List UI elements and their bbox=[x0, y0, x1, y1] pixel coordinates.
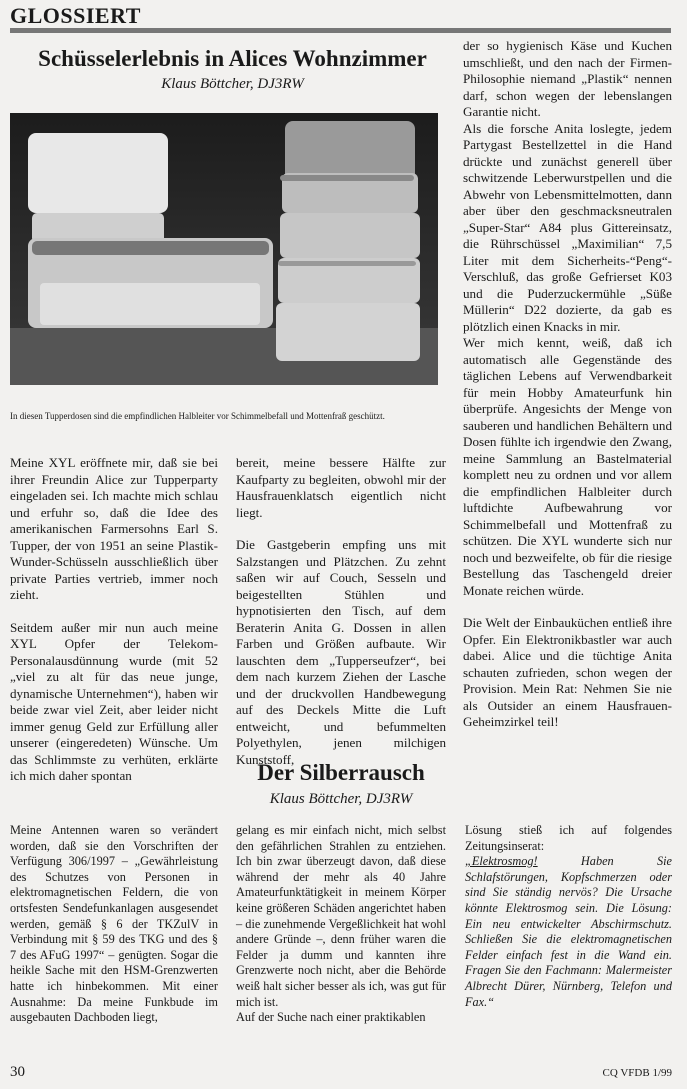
section-label: GLOSSIERT bbox=[10, 3, 141, 28]
page-number: 30 bbox=[10, 1064, 25, 1080]
paragraph: Wer mich kennt, weiß, daß ich automatisch alle Gegenstände des täglichen Lebens auf Verwendbarkeit für mein Hobby Amateurfunk hin überprüfe. Angesichts der Menge von sauberen und handlichen Behältern und Dosen fühlte ich irgendwie den Zwang, meine Sammlung an Bastelmaterial komplett neu zu ordnen und vor allem die empfindlichen Halbleiter durch luftdichte Aufbewahrung vor Schimmelbefall und Mottenfraß zu schützen. Die XYL wunderte sich nur noch und bezweifelte, ob für die riesige Bestellung das Taschengeld dreier Monate reichen würde. bbox=[463, 335, 672, 598]
paragraph: Lösung stieß ich auf folgendes Zeitungsinserat: bbox=[465, 823, 672, 853]
header-rule bbox=[10, 28, 671, 33]
photo-caption: In diesen Tupperdosen sind die empfindlichen Halbleiter vor Schimmelbefall und Mottenfraß geschützt. bbox=[10, 411, 385, 421]
article2-column-2 bbox=[236, 823, 446, 1026]
article2-column-1 bbox=[10, 823, 218, 1026]
paragraph: Meine Antennen waren so verändert worden, daß sie den Vorschriften der Verfügung 306/1997 – „Gewährleistung des Schutzes von Personen in elektromagnetischen Feldern, die von ortsfesten Sendefunkanlagen ausgesendet werden, gemäß § 6 der TKZulV in Verbindung mit § 59 des TKG und des § 7 des AFuG 1997“ – genügten. Sogar die heikle Sache mit den HSM-Grenzwerten hatte ich hinbekommen. Mit einer Ausnahme: Da meine Funkbude im ausgebauten Dachboden liegt, bbox=[10, 823, 218, 1025]
tupperware-photo bbox=[10, 113, 438, 385]
article1-column-3 bbox=[463, 38, 672, 731]
article1-column-1 bbox=[10, 455, 218, 785]
article2-title: Der Silberrausch bbox=[257, 760, 425, 785]
article-author: Klaus Böttcher, DJ3RW bbox=[161, 76, 304, 92]
paragraph: gelang es mir einfach nicht, mich selbst den gefährlichen Strahlen zu entziehen. Ich bin zwar überzeugt davon, daß diese während der mehr als 40 Jahre Amateurfunktätigkeit in meinem Körper keine größeren Schäden angerichtet haben – die zunehmende Vergeßlichkeit hat wohl andere Gründe –, denn früher waren die Felder ja dumm und kannten ihre Grenzwerte noch nicht, aber die Behörde weiß halt sicher besser als ich, was gut für mich ist. Auf der Suche nach einer praktikablen bbox=[236, 823, 446, 1025]
paragraph: Meine XYL eröffnete mir, daß sie bei ihrer Freundin Alice zur Tupperparty eingeladen sei. Ich machte mich schlau und erfuhr so, daß die Idee des amerikanischen Farmersohns Earl S. Tupper, der von 1951 an seine Plastik-Wunder-Schüsseln ausschließlich über private Parties vertrieb, immer noch zieht. bbox=[10, 455, 218, 602]
paragraph: Als die forsche Anita loslegte, jedem Partygast Bestellzettel in die Hand drückte und zunächst generell über schwitzende Leberwurstpellen und die Abwehr von Lebensmittelmotten, dann aber über den geschmacksneutralen „Super-Star“ A84 plus Gittereinsatz, die Rührschüssel „Maximilian“ 7,5 Liter mit dem Sicherheits-“Peng“-Verschluß, das große Gefrierset K03 und die Puderzuckermühle „Süße Müllerin“ D22 dozierte, da gab es plötzlich einen Knacks in mir. bbox=[463, 120, 672, 334]
paragraph: Seitdem außer mir nun auch meine XYL Opfer der Telekom-Personalausdünnung wurde (mit 52 „viel zu alt für das neue junge, dynamische Unternehmen“), haben wir beide zwar viel Zeit, aber leider nicht immer genug Geld zur Erfüllung aller unserer (eingeredeten) Wünsche. Um das Schlimmste zu verhüten, erklärte ich mich daher spontan bbox=[10, 619, 218, 783]
article2-author: Klaus Böttcher, DJ3RW bbox=[269, 791, 413, 807]
article2-column-3 bbox=[465, 823, 672, 1010]
paragraph: Die Gastgeberin empfing uns mit Salzstangen und Plätzchen. Zu zehnt saßen wir auf Couch, Sesseln und beigestellten Stühlen und hypnotisierten den Tisch, auf dem Beraterin Anita G. Dossen in allen Farben und Größen aufbaute. Wir lauschten dem „Tupperseufzer“, bei dem nach kurzem Ziehen der Lasche und der druckvollen Handbewegung auf des Deckels Mitte die Luft entweicht, und befummelten Polyethylen, jenen milchigen Kunststoff, bbox=[236, 537, 446, 767]
newspaper-ad bbox=[465, 854, 672, 1010]
paragraph: Die Welt der Einbauküchen entließ ihre Opfer. Ein Elektronikbastler war auch dabei. Alice und die tüchtige Anita schauten zufrieden, schon wegen der Provision. Mein Rat: Nehmen Sie nie als Outsider an einem Hausfrauen-Geheimzirkel teil! bbox=[463, 615, 672, 729]
paragraph: bereit, meine bessere Hälfte zur Kaufparty zu begleiten, obwohl mir der Hausfrauenklatsch eigentlich nicht liegt. bbox=[236, 455, 446, 520]
ad-keyword: „Elektrosmog! bbox=[465, 854, 538, 869]
ad-text: Haben Sie Schlafstörungen, Kopfschmerzen oder sind Sie ständig nervös? Die Ursache könnte Elektrosmog sein. Die Lösung: Ein neu entwickelter Abschirmschutz. Schließen Sie die elektromagnetischen Felder einfach fest in die Wand ein. Fragen Sie den Fachmann: Malermeister Albrecht Dürer, Nürnberg, Telefon und Fax.“ bbox=[465, 854, 672, 1009]
article1-column-2 bbox=[236, 455, 446, 768]
paragraph: der so hygienisch Käse und Kuchen umschließt, und den nach der Firmen-Philosophie niemand „Plastik“ nennen darf, schon wegen der lebenslangen Garantie nicht. bbox=[463, 38, 672, 119]
issue-label: CQ VFDB 1/99 bbox=[602, 1067, 672, 1079]
article-title: Schüsselerlebnis in Alices Wohnzimmer bbox=[38, 46, 427, 71]
